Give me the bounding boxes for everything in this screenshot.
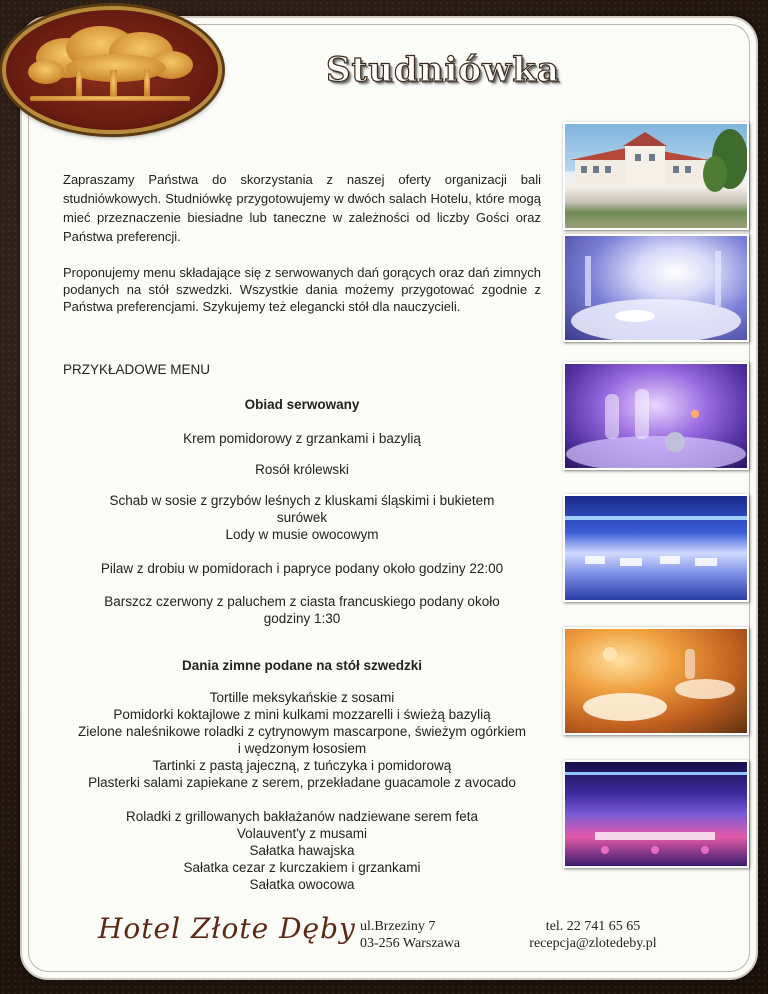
hotel-logo [2,6,222,134]
banquet-hall-photo [563,234,749,342]
cold-heading: Dania zimne podane na stół szwedzki [181,658,423,673]
phone-number: tel. 22 741 65 65 [545,919,641,934]
candle-table-photo [563,627,749,735]
address-city: 03-256 Warszawa [360,936,461,951]
menu-item: Sałatka owocowa [249,877,355,892]
menu-item: Pilaw z drobiu w pomidorach i papryce podany około godziny 22:00 [100,561,504,576]
menu-item: Plasterki salami zapiekane z serem, przekładane guacamole z avocado [88,775,516,790]
address-street: ul.Brzeziny 7 [360,919,436,934]
intro-paragraph-2: Proponujemy menu składające się z serwowanych dań gorących oraz dań zimnych podanych na stół szwedzki. Wszystkie dania możemy przygotować zgodnie z Państwa preferencjami. Szykujemy też elegancki stół dla nauczycieli. [63,265,541,314]
menu-item: Krem pomidorowy z grzankami i bazylią [183,431,421,446]
menu-item: Volauvent'y z musami [236,826,368,841]
ballroom-photo [563,494,749,602]
menu-item: Pomidorki koktajlowe z mini kulkami mozzarelli i świeżą bazylią [113,707,491,722]
menu-item: Tortille meksykańskie z sosami [209,690,395,705]
menu-item: Roladki z grillowanych bakłażanów nadziewane serem feta [126,809,478,824]
oak-tree-icon [6,10,218,130]
menu-item: Barszcz czerwony z paluchem z ciasta francuskiego podany około godziny 1:30 [104,594,500,626]
hotel-exterior-photo [563,122,749,230]
page-title: Studniówka [326,50,560,90]
menu-item: Sałatka cezar z kurczakiem i grzankami [183,860,421,875]
menu-item: Tartinki z pastą jajeczną, z tuńczyka i pomidorową [152,758,452,773]
footer-hotel-logo: Hotel Złote Dęby [98,912,356,945]
menu-item: Schab w sosie z grzybów leśnych z kluskami śląskimi i bukietem surówek [109,493,495,525]
menu-item: Rosół królewski [255,462,349,477]
footer-address [360,918,510,952]
served-heading: Obiad serwowany [244,397,360,412]
footer-contact [513,918,673,952]
menu-item: Zielone naleśnikowe roladki z cytrynowym mascarpone, świeżym ogórkiem i wędzonym łososiem [78,724,526,756]
menu-item: Sałatka hawajska [249,843,355,858]
table-glasses-photo [563,362,749,470]
menu-heading: PRZYKŁADOWE MENU [63,362,211,377]
email-address[interactable]: recepcja@zlotedeby.pl [529,936,657,951]
menu-item: Lody w musie owocowym [225,527,379,542]
intro-paragraph-1: Zapraszamy Państwa do skorzystania z naszej oferty organizacji bali studniówkowych. Studniówkę przygotowujemy w dwóch salach Hotelu, które mogą mieć przeznaczenie biesiadne lub taneczne w zależności od liczby Gości oraz Państwa preferencji. [63,172,541,244]
hall-lights-photo [563,760,749,868]
